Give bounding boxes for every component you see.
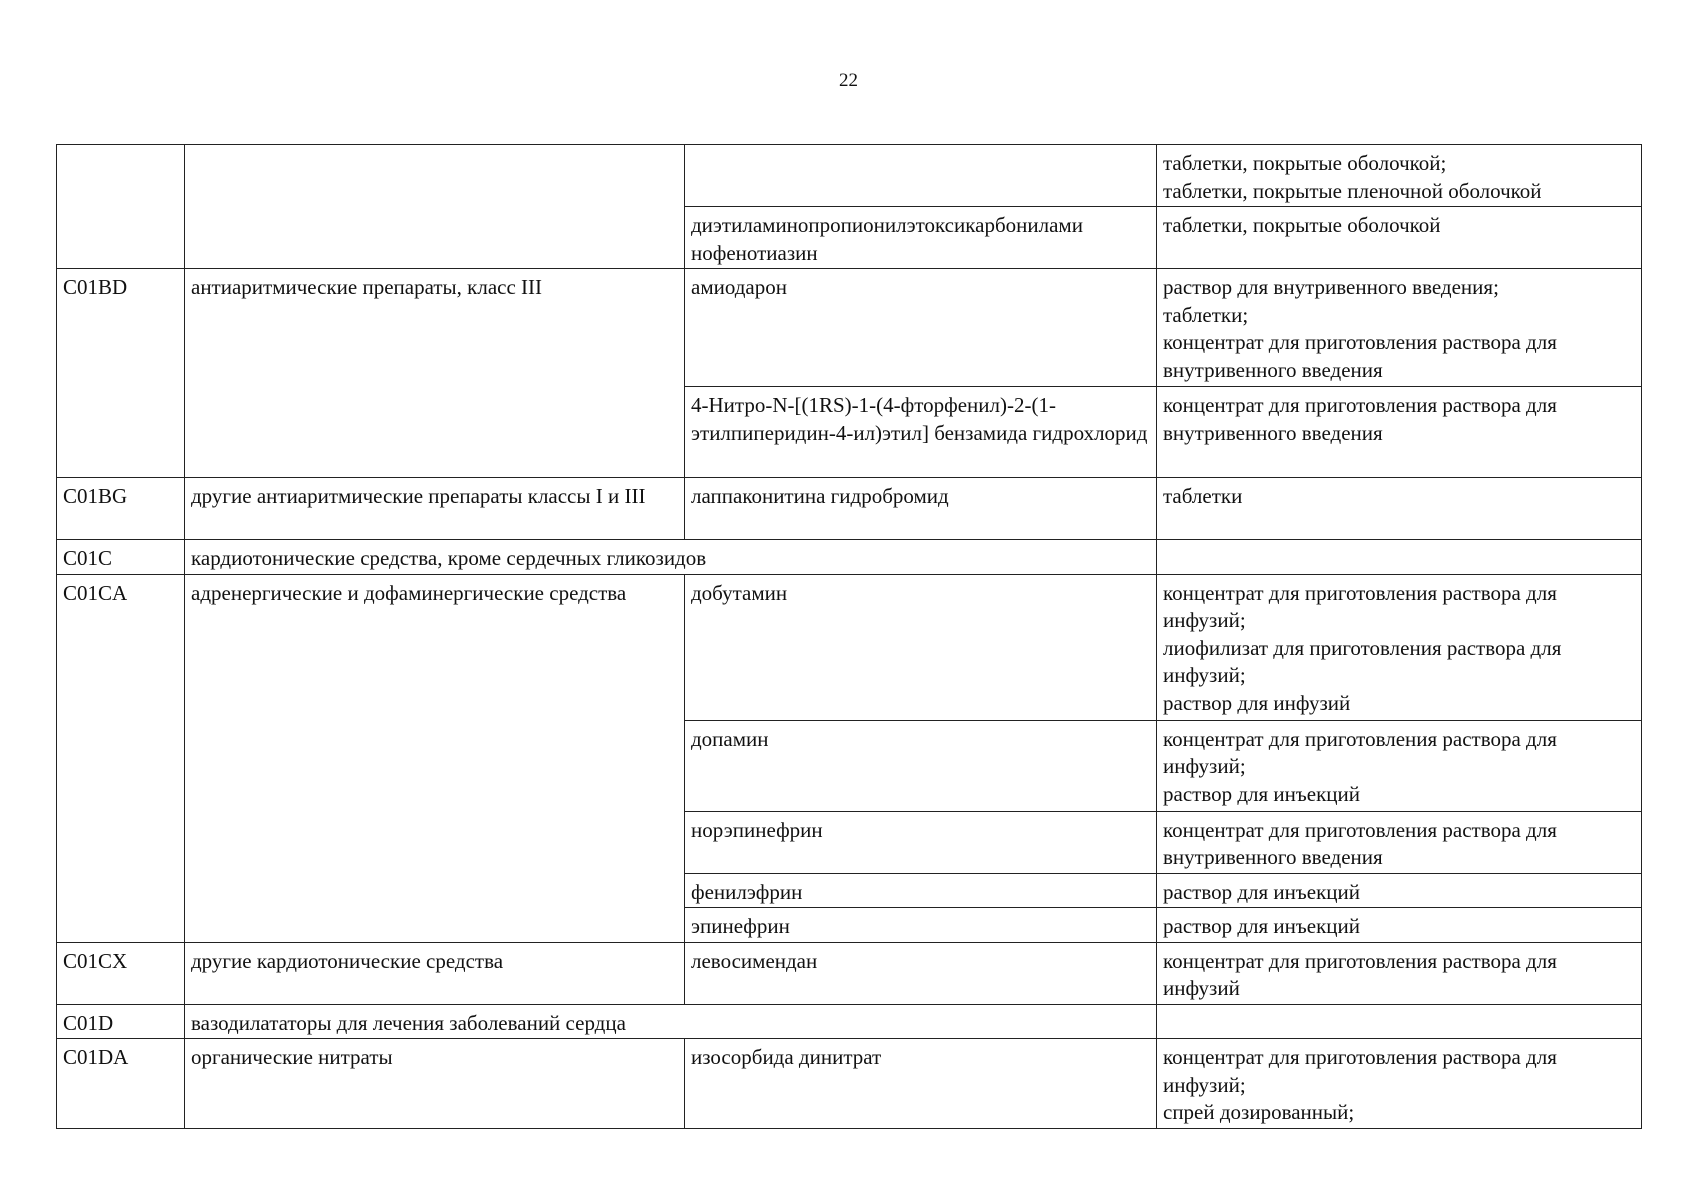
group-cell: кардиотонические средства, кроме сердечных гликозидов [185, 540, 1157, 575]
atc-code-cell: C01CA [57, 574, 185, 942]
dosage-form-cell [1157, 540, 1642, 575]
table-row [57, 145, 1642, 207]
drug-cell: изосорбида динитрат [685, 1039, 1157, 1129]
group-cell: адренергические и дофаминергические средства [185, 574, 685, 942]
table-row [57, 478, 1642, 540]
group-cell: органические нитраты [185, 1039, 685, 1129]
atc-code-cell: C01D [57, 1004, 185, 1039]
drug-cell [685, 145, 1157, 207]
drug-cell: эпинефрин [685, 908, 1157, 943]
dosage-form-cell: таблетки, покрытые оболочкой [1157, 207, 1642, 269]
dosage-form-cell: концентрат для приготовления раствора для инфузий; лиофилизат для приготовления раствора для инфузий; раствор для инфузий [1157, 574, 1642, 720]
drug-cell: фенилэфрин [685, 873, 1157, 908]
table-row [57, 574, 1642, 720]
group-cell: вазодилататоры для лечения заболеваний сердца [185, 1004, 1157, 1039]
page-number: 22 [839, 70, 858, 91]
atc-code-cell: C01BD [57, 269, 185, 478]
dosage-form-cell: раствор для инъекций [1157, 873, 1642, 908]
drug-cell: амиодарон [685, 269, 1157, 387]
dosage-form-cell: концентрат для приготовления раствора для внутривенного введения [1157, 387, 1642, 478]
table-row [57, 1004, 1642, 1039]
table-row [57, 1039, 1642, 1129]
table-row [57, 942, 1642, 1004]
dosage-form-cell [1157, 1004, 1642, 1039]
dosage-form-cell: концентрат для приготовления раствора для инфузий [1157, 942, 1642, 1004]
group-cell: другие антиаритмические препараты классы I и III [185, 478, 685, 540]
drug-cell: 4-Нитро-N-[(1RS)-1-(4-фторфенил)-2-(1-этилпиперидин-4-ил)этил] бензамида гидрохлорид [685, 387, 1157, 478]
group-cell: антиаритмические препараты, класс III [185, 269, 685, 478]
atc-code-cell: C01CX [57, 942, 185, 1004]
atc-code-cell: C01C [57, 540, 185, 575]
group-cell: другие кардиотонические средства [185, 942, 685, 1004]
drug-cell: диэтиламинопропионилэтоксикарбонилами нофенотиазин [685, 207, 1157, 269]
dosage-form-cell: концентрат для приготовления раствора для инфузий; раствор для инъекций [1157, 720, 1642, 811]
dosage-form-cell: раствор для внутривенного введения; таблетки; концентрат для приготовления раствора для внутривенного введения [1157, 269, 1642, 387]
drug-cell: лаппаконитина гидробромид [685, 478, 1157, 540]
drug-cell: допамин [685, 720, 1157, 811]
drug-table [56, 144, 1642, 1129]
drug-cell: норэпинефрин [685, 811, 1157, 873]
drug-cell: левосимендан [685, 942, 1157, 1004]
group-cell [185, 145, 685, 269]
table-row [57, 540, 1642, 575]
dosage-form-cell: концентрат для приготовления раствора для инфузий; спрей дозированный; [1157, 1039, 1642, 1129]
dosage-form-cell: концентрат для приготовления раствора для внутривенного введения [1157, 811, 1642, 873]
dosage-form-cell: таблетки [1157, 478, 1642, 540]
drug-cell: добутамин [685, 574, 1157, 720]
dosage-form-cell: раствор для инъекций [1157, 908, 1642, 943]
atc-code-cell: C01DA [57, 1039, 185, 1129]
table-row [57, 269, 1642, 387]
dosage-form-cell: таблетки, покрытые оболочкой; таблетки, покрытые пленочной оболочкой [1157, 145, 1642, 207]
atc-code-cell: C01BG [57, 478, 185, 540]
atc-code-cell [57, 145, 185, 269]
